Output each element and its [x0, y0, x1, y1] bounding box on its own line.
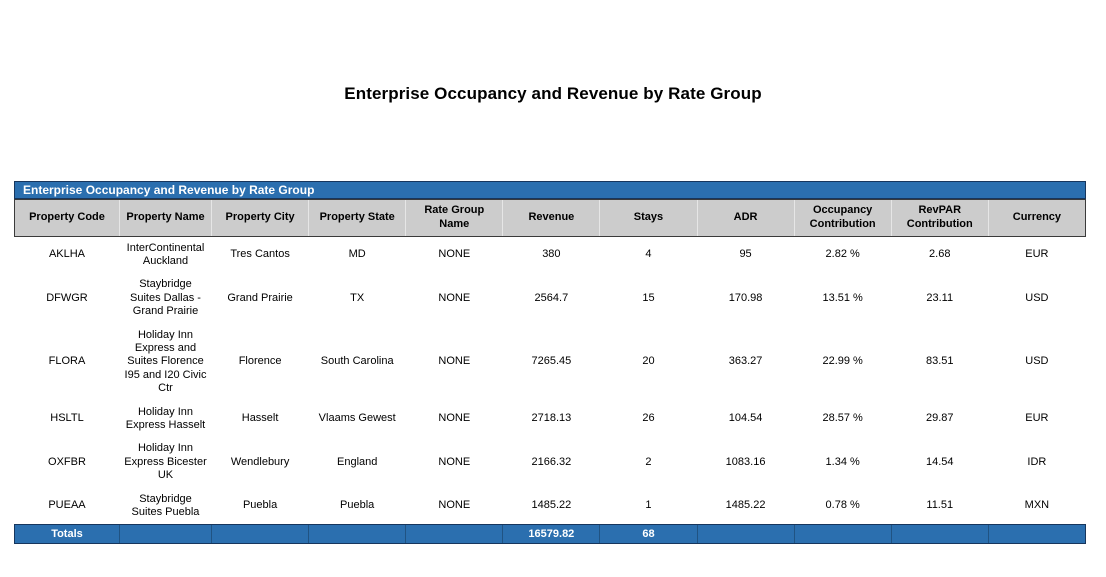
totals-cell-currency	[988, 525, 1085, 544]
cell-rate-group-name: NONE	[406, 437, 503, 487]
totals-cell-property-state	[309, 525, 406, 544]
cell-revpar-contribution: 23.11	[891, 273, 988, 323]
table-header	[15, 200, 1086, 237]
table-row	[15, 437, 1086, 487]
report-table	[14, 181, 1086, 544]
report-table-el	[14, 199, 1086, 544]
cell-stays: 1	[600, 488, 697, 525]
column-header-property-code: Property Code	[15, 200, 120, 237]
table-row	[15, 273, 1086, 323]
cell-property-city: Florence	[212, 324, 309, 401]
column-header-property-state: Property State	[309, 200, 406, 237]
cell-revenue: 2564.7	[503, 273, 600, 323]
cell-adr: 95	[697, 236, 794, 273]
cell-stays: 2	[600, 437, 697, 487]
cell-property-city: Wendlebury	[212, 437, 309, 487]
cell-adr: 170.98	[697, 273, 794, 323]
cell-occupancy-contribution: 0.78 %	[794, 488, 891, 525]
cell-currency: IDR	[988, 437, 1085, 487]
cell-revpar-contribution: 83.51	[891, 324, 988, 401]
cell-revenue: 1485.22	[503, 488, 600, 525]
cell-stays: 20	[600, 324, 697, 401]
table-row	[15, 236, 1086, 273]
cell-revpar-contribution: 29.87	[891, 401, 988, 438]
cell-revenue: 380	[503, 236, 600, 273]
cell-property-name: InterContinental Auckland	[119, 236, 211, 273]
column-header-property-city: Property City	[212, 200, 309, 237]
cell-occupancy-contribution: 1.34 %	[794, 437, 891, 487]
table-row	[15, 488, 1086, 525]
cell-property-city: Puebla	[212, 488, 309, 525]
totals-cell-revpar-contribution	[891, 525, 988, 544]
cell-property-city: Hasselt	[212, 401, 309, 438]
cell-property-state: England	[309, 437, 406, 487]
cell-occupancy-contribution: 28.57 %	[794, 401, 891, 438]
totals-cell-property-city	[212, 525, 309, 544]
cell-property-name: Holiday Inn Express Bicester UK	[119, 437, 211, 487]
cell-revenue: 7265.45	[503, 324, 600, 401]
cell-adr: 1083.16	[697, 437, 794, 487]
cell-property-code: OXFBR	[15, 437, 120, 487]
cell-occupancy-contribution: 22.99 %	[794, 324, 891, 401]
cell-currency: USD	[988, 324, 1085, 401]
totals-cell-rate-group-name	[406, 525, 503, 544]
cell-property-name: Holiday Inn Express Hasselt	[119, 401, 211, 438]
cell-adr: 1485.22	[697, 488, 794, 525]
cell-adr: 104.54	[697, 401, 794, 438]
cell-stays: 15	[600, 273, 697, 323]
cell-property-code: AKLHA	[15, 236, 120, 273]
cell-property-state: TX	[309, 273, 406, 323]
cell-rate-group-name: NONE	[406, 401, 503, 438]
column-header-rate-group-name: Rate Group Name	[406, 200, 503, 237]
table-title-bar	[14, 181, 1086, 199]
totals-cell-property-name	[119, 525, 211, 544]
totals-cell-stays: 68	[600, 525, 697, 544]
cell-rate-group-name: NONE	[406, 236, 503, 273]
cell-property-state: MD	[309, 236, 406, 273]
cell-currency: USD	[988, 273, 1085, 323]
cell-rate-group-name: NONE	[406, 324, 503, 401]
cell-revpar-contribution: 2.68	[891, 236, 988, 273]
column-header-property-name: Property Name	[119, 200, 211, 237]
column-header-stays: Stays	[600, 200, 697, 237]
cell-property-state: Puebla	[309, 488, 406, 525]
cell-currency: EUR	[988, 401, 1085, 438]
totals-label: Totals	[15, 525, 120, 544]
cell-property-code: FLORA	[15, 324, 120, 401]
cell-property-city: Grand Prairie	[212, 273, 309, 323]
table-body	[15, 236, 1086, 525]
cell-revpar-contribution: 14.54	[891, 437, 988, 487]
table-title: Enterprise Occupancy and Revenue by Rate Group	[23, 183, 315, 197]
cell-property-name: Holiday Inn Express and Suites Florence I95 and I20 Civic Ctr	[119, 324, 211, 401]
cell-property-name: Staybridge Suites Puebla	[119, 488, 211, 525]
report-title: Enterprise Occupancy and Revenue by Rate Group	[344, 84, 762, 103]
cell-stays: 26	[600, 401, 697, 438]
column-header-currency: Currency	[988, 200, 1085, 237]
cell-currency: EUR	[988, 236, 1085, 273]
cell-currency: MXN	[988, 488, 1085, 525]
cell-rate-group-name: NONE	[406, 273, 503, 323]
cell-property-city: Tres Cantos	[212, 236, 309, 273]
totals-row	[15, 525, 1086, 544]
cell-rate-group-name: NONE	[406, 488, 503, 525]
table-row	[15, 401, 1086, 438]
cell-occupancy-contribution: 13.51 %	[794, 273, 891, 323]
column-header-adr: ADR	[697, 200, 794, 237]
cell-property-state: South Carolina	[309, 324, 406, 401]
cell-revpar-contribution: 11.51	[891, 488, 988, 525]
cell-property-code: PUEAA	[15, 488, 120, 525]
totals-cell-occupancy-contribution	[794, 525, 891, 544]
column-header-revpar-contribution: RevPAR Contribution	[891, 200, 988, 237]
cell-revenue: 2718.13	[503, 401, 600, 438]
cell-revenue: 2166.32	[503, 437, 600, 487]
cell-occupancy-contribution: 2.82 %	[794, 236, 891, 273]
cell-adr: 363.27	[697, 324, 794, 401]
cell-property-state: Vlaams Gewest	[309, 401, 406, 438]
column-header-revenue: Revenue	[503, 200, 600, 237]
cell-property-code: HSLTL	[15, 401, 120, 438]
cell-stays: 4	[600, 236, 697, 273]
totals-cell-adr	[697, 525, 794, 544]
table-header-row	[15, 200, 1086, 237]
table-row	[15, 324, 1086, 401]
totals-cell-revenue: 16579.82	[503, 525, 600, 544]
cell-property-name: Staybridge Suites Dallas - Grand Prairie	[119, 273, 211, 323]
table-footer	[15, 525, 1086, 544]
column-header-occupancy-contribution: Occupancy Contribution	[794, 200, 891, 237]
cell-property-code: DFWGR	[15, 273, 120, 323]
